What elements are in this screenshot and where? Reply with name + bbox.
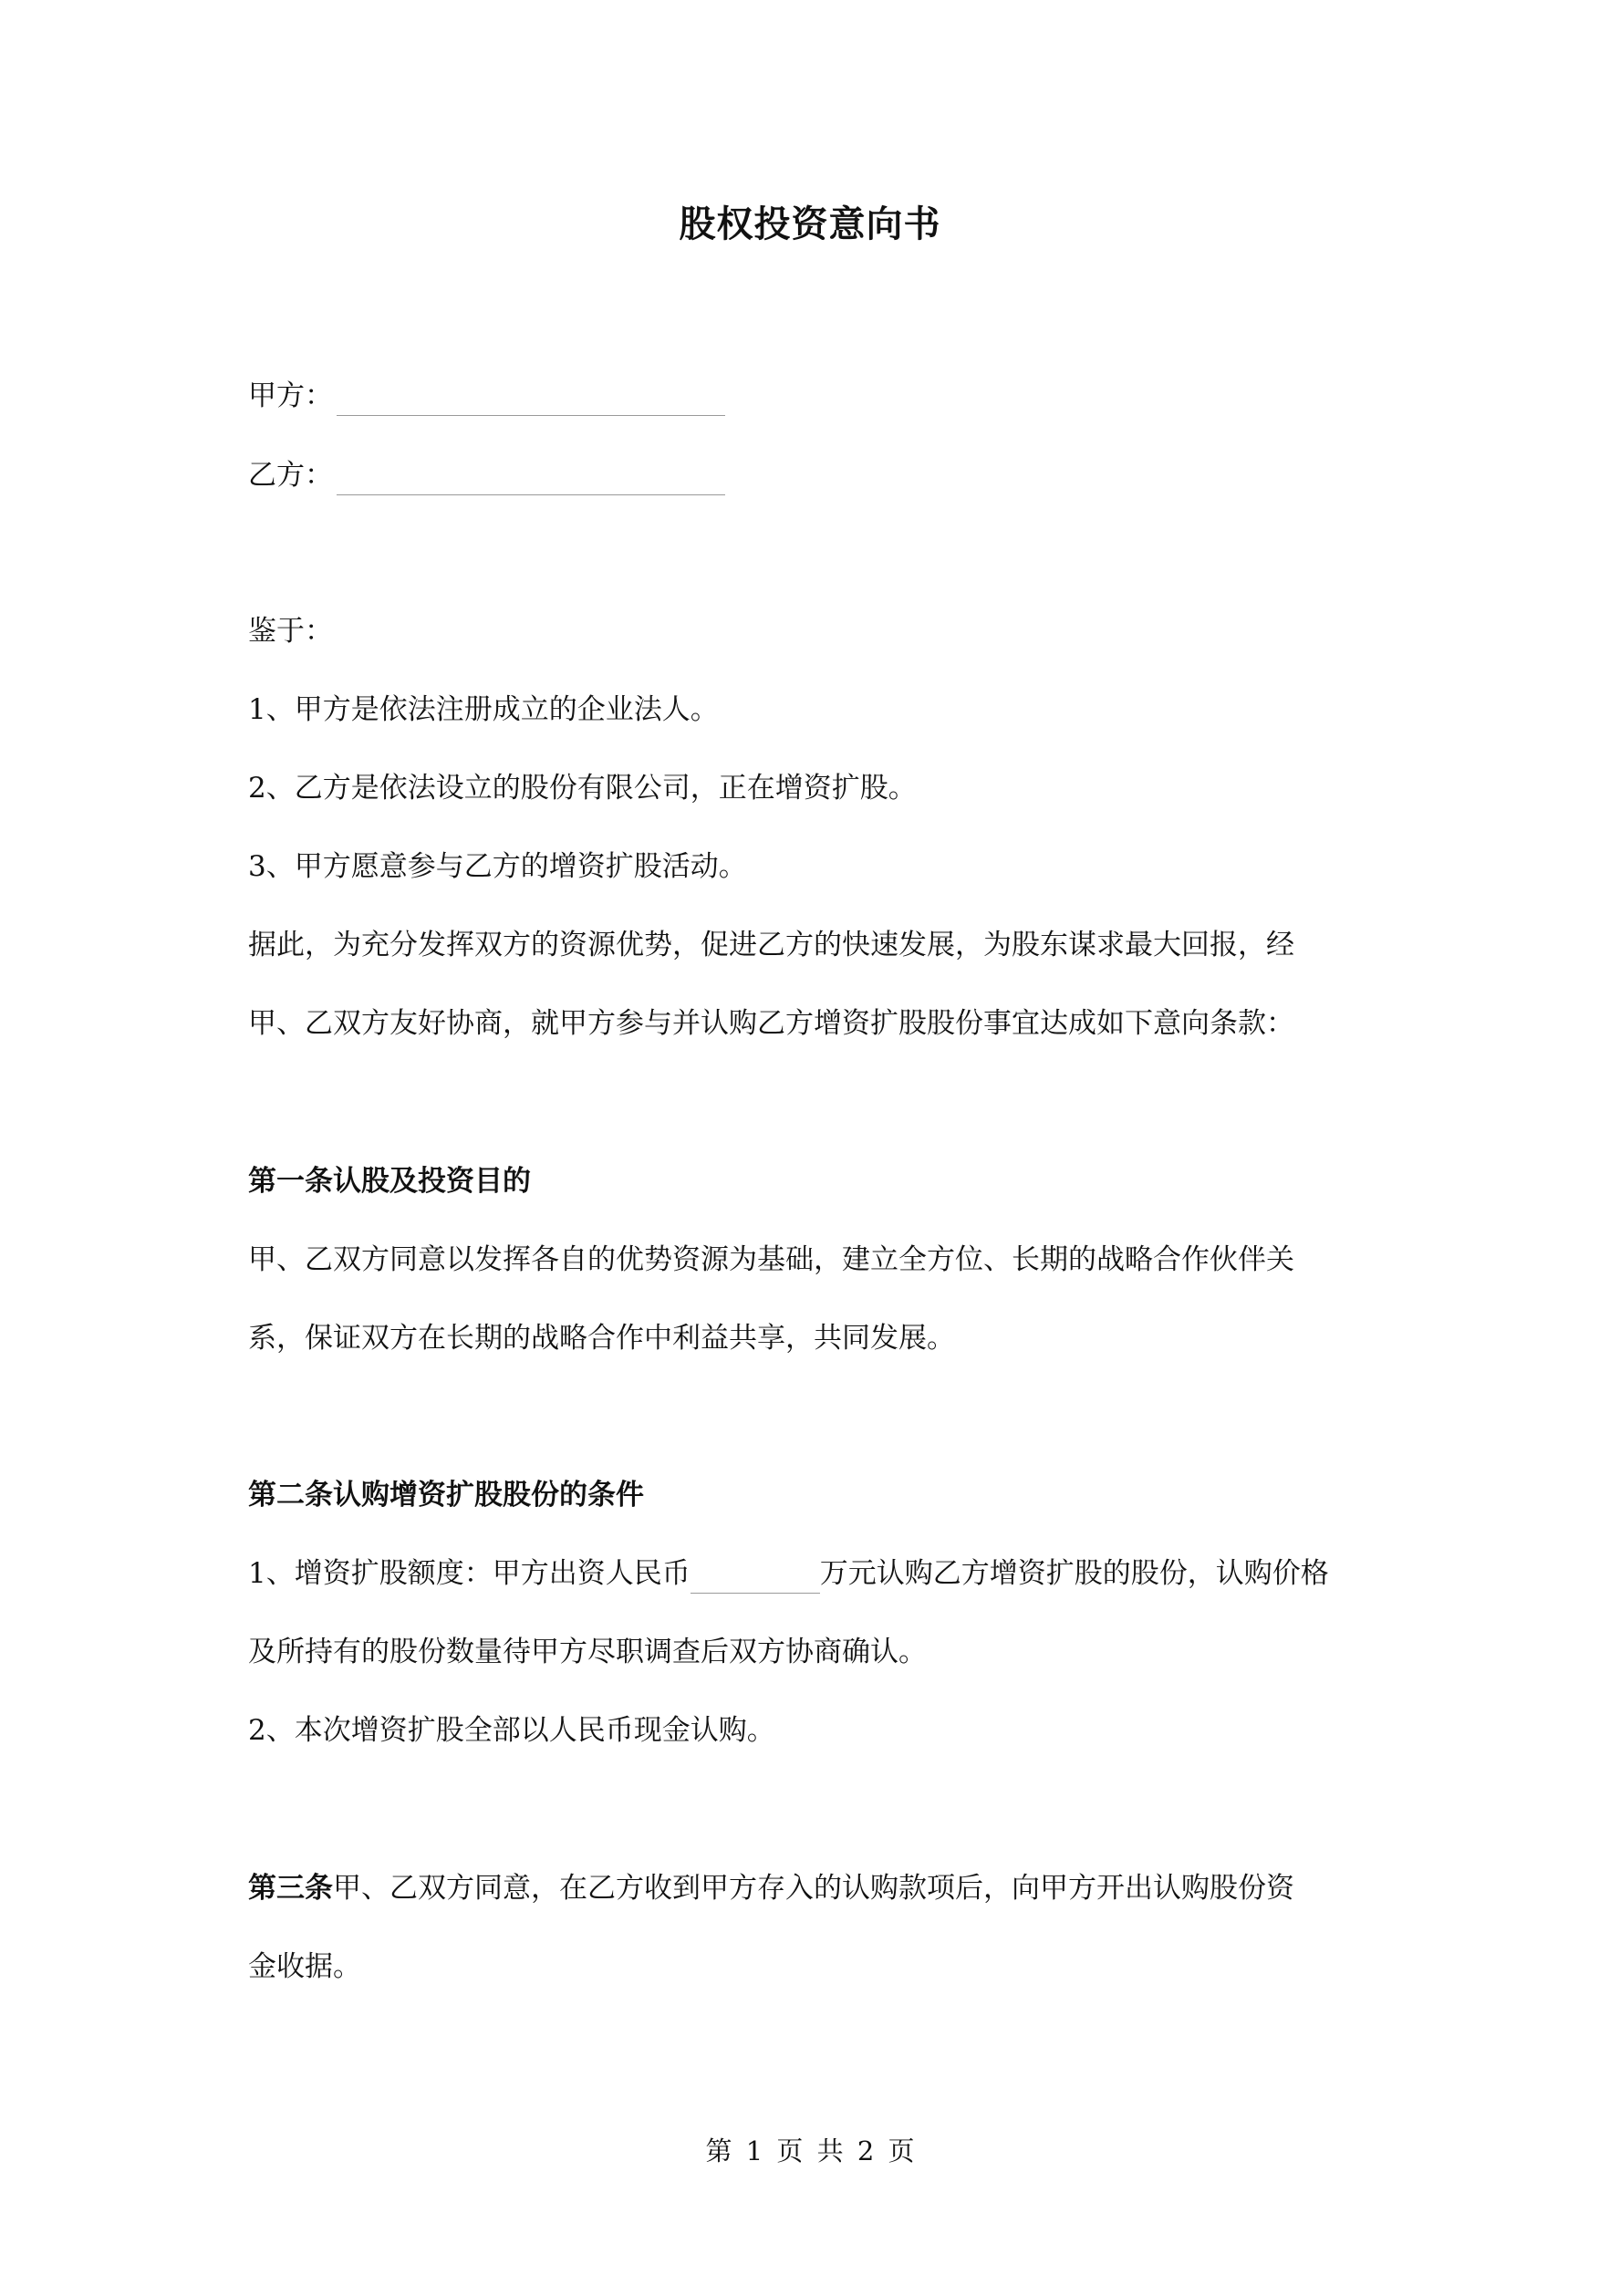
article-1-line-1: 甲、乙双方同意以发挥各自的优势资源为基础，建立全方位、长期的战略合作伙伴关 (248, 1243, 1294, 1276)
article-2-item-1-line-2: 及所持有的股份数量待甲方尽职调查后双方协商确认。 (248, 1636, 927, 1668)
party-b-line (248, 455, 1379, 495)
whereas-item-2: 2、乙方是依法设立的股份有限公司，正在增资扩股。 (248, 772, 917, 805)
article-1-line-2: 系，保证双方在长期的战略合作中利益共享，共同发展。 (248, 1322, 955, 1355)
amount-blank[interactable] (691, 1562, 820, 1594)
article-2-item-1-before: 1、增资扩股额度：甲方出资人民币 (248, 1557, 691, 1590)
whereas-item-3: 3、甲方愿意参与乙方的增资扩股活动。 (248, 850, 747, 883)
article-2-item-2: 2、本次增资扩股全部以人民币现金认购。 (248, 1714, 775, 1747)
preamble-line-2: 甲、乙双方友好协商，就甲方参与并认购乙方增资扩股股份事宜达成如下意向条款： (248, 1007, 1294, 1040)
document-title: 股权投资意向书 (679, 203, 941, 245)
party-b-label: 乙方： (248, 459, 333, 492)
whereas-label: 鉴于： (248, 615, 333, 648)
article-3-line-1 (248, 1868, 1379, 1908)
page-indicator: 第 1 页 共 2 页 (705, 2135, 915, 2166)
article-1-heading: 第一条认股及投资目的 (248, 1165, 531, 1198)
article-3-text: 甲、乙双方同意，在乙方收到甲方存入的认购款项后，向甲方开出认购股份资 (333, 1872, 1294, 1905)
whereas-item-1: 1、甲方是依法注册成立的企业法人。 (248, 693, 719, 726)
party-a-blank[interactable] (337, 384, 725, 416)
preamble-line-1: 据此，为充分发挥双方的资源优势，促进乙方的快速发展，为股东谋求最大回报，经 (248, 929, 1294, 961)
party-b-blank[interactable] (337, 463, 725, 495)
article-3-heading: 第三条 (248, 1872, 333, 1905)
party-a-line (248, 376, 1379, 416)
party-a-label: 甲方： (248, 379, 333, 412)
article-3-line-2: 金收据。 (248, 1950, 361, 1983)
article-2-item-1-after: 万元认购乙方增资扩股的股份，认购价格 (819, 1557, 1329, 1590)
article-2-heading: 第二条认购增资扩股股份的条件 (248, 1479, 644, 1512)
article-2-item-1 (248, 1553, 1379, 1594)
